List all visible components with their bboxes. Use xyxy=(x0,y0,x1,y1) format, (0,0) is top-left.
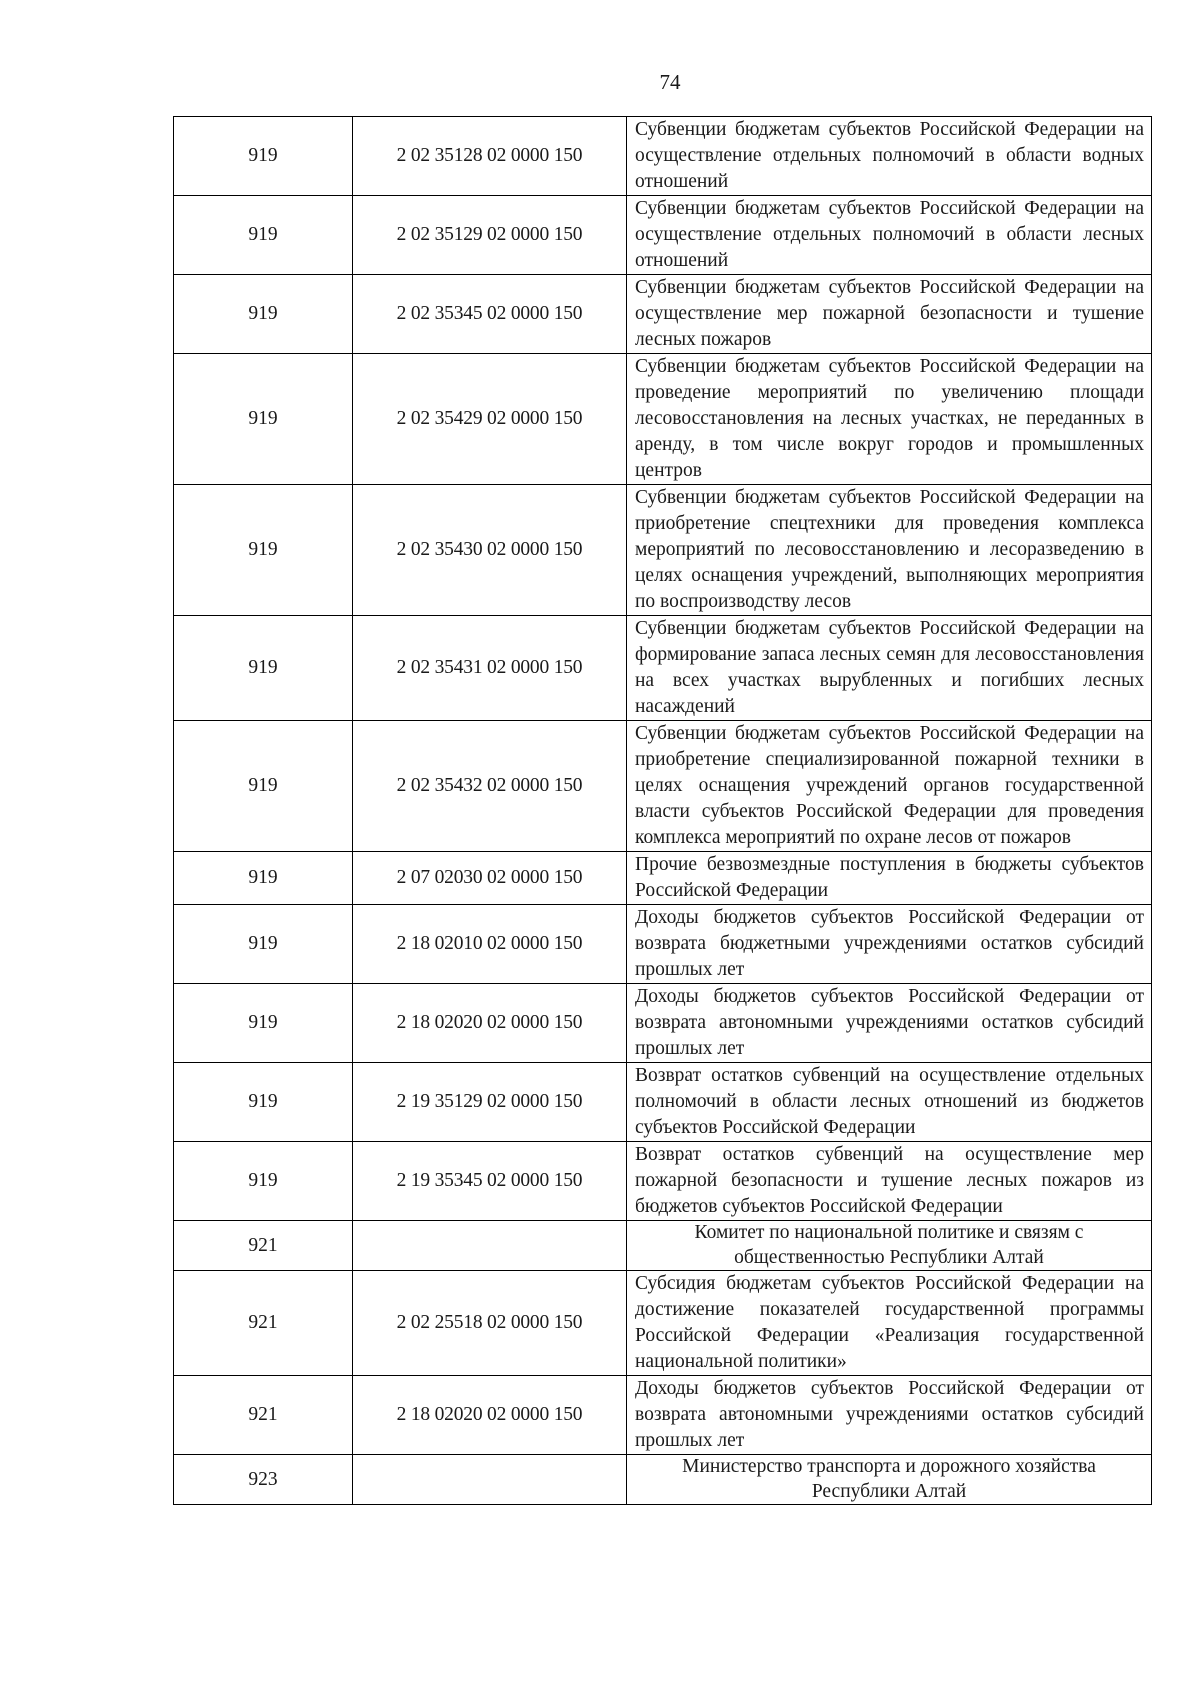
admin-code-cell: 919 xyxy=(174,1063,353,1142)
administrator-name-cell: Министерство транспорта и дорожного хозяйства Республики Алтай xyxy=(627,1455,1152,1505)
table-body xyxy=(174,117,1152,1505)
admin-code-cell: 919 xyxy=(174,721,353,852)
budget-code-cell xyxy=(353,1221,627,1271)
budget-code-cell: 2 02 25518 02 0000 150 xyxy=(353,1271,627,1376)
budget-code-cell: 2 18 02010 02 0000 150 xyxy=(353,905,627,984)
income-name-cell: Доходы бюджетов субъектов Российской Федерации от возврата бюджетными учреждениями остатков субсидий прошлых лет xyxy=(627,905,1152,984)
table-row xyxy=(174,721,1152,852)
admin-code-cell: 919 xyxy=(174,485,353,616)
admin-code-cell: 919 xyxy=(174,354,353,485)
income-name-cell: Субвенции бюджетам субъектов Российской Федерации на осуществление отдельных полномочий в области лесных отношений xyxy=(627,196,1152,275)
budget-code-cell: 2 19 35129 02 0000 150 xyxy=(353,1063,627,1142)
table-row xyxy=(174,852,1152,905)
income-name-cell: Доходы бюджетов субъектов Российской Федерации от возврата автономными учреждениями остатков субсидий прошлых лет xyxy=(627,984,1152,1063)
table-row xyxy=(174,354,1152,485)
budget-code-cell: 2 02 35129 02 0000 150 xyxy=(353,196,627,275)
admin-code-cell: 919 xyxy=(174,1142,353,1221)
income-name-cell: Субвенции бюджетам субъектов Российской Федерации на приобретение спецтехники для проведения комплекса мероприятий по лесовосстановлению и лесоразведению в целях оснащения учреждений, выполняющих мероприятия по воспроизводству лесов xyxy=(627,485,1152,616)
admin-code-cell: 921 xyxy=(174,1271,353,1376)
table-row-section-header xyxy=(174,1221,1152,1271)
table-row xyxy=(174,1142,1152,1221)
table-row xyxy=(174,905,1152,984)
budget-code-cell: 2 02 35429 02 0000 150 xyxy=(353,354,627,485)
admin-code-cell: 919 xyxy=(174,905,353,984)
income-name-cell: Субсидия бюджетам субъектов Российской Федерации на достижение показателей государственной программы Российской Федерации «Реализация государственной национальной политики» xyxy=(627,1271,1152,1376)
income-name-cell: Субвенции бюджетам субъектов Российской Федерации на приобретение специализированной пожарной техники в целях оснащения учреждений органов государственной власти субъектов Российской Федерации для проведения комплекса мероприятий по охране лесов от пожаров xyxy=(627,721,1152,852)
budget-code-cell xyxy=(353,1455,627,1505)
admin-code-cell: 921 xyxy=(174,1221,353,1271)
revenue-codes-table xyxy=(173,116,1152,1505)
income-name-cell: Субвенции бюджетам субъектов Российской Федерации на осуществление мер пожарной безопасности и тушение лесных пожаров xyxy=(627,275,1152,354)
table-row xyxy=(174,1376,1152,1455)
admin-code-cell: 919 xyxy=(174,275,353,354)
table-row-section-header xyxy=(174,1455,1152,1505)
budget-code-cell: 2 02 35431 02 0000 150 xyxy=(353,616,627,721)
budget-code-cell: 2 02 35432 02 0000 150 xyxy=(353,721,627,852)
table-row xyxy=(174,1271,1152,1376)
income-name-cell: Прочие безвозмездные поступления в бюджеты субъектов Российской Федерации xyxy=(627,852,1152,905)
income-name-cell: Возврат остатков субвенций на осуществление мер пожарной безопасности и тушение лесных пожаров из бюджетов субъектов Российской Федерации xyxy=(627,1142,1152,1221)
income-name-cell: Субвенции бюджетам субъектов Российской Федерации на проведение мероприятий по увеличению площади лесовосстановления на лесных участках, не переданных в аренду, в том числе вокруг городов и промышленных центров xyxy=(627,354,1152,485)
budget-code-cell: 2 07 02030 02 0000 150 xyxy=(353,852,627,905)
page-number: 74 xyxy=(659,70,681,94)
income-name-cell: Субвенции бюджетам субъектов Российской Федерации на осуществление отдельных полномочий в области водных отношений xyxy=(627,117,1152,196)
table-row xyxy=(174,117,1152,196)
administrator-name-cell: Комитет по национальной политике и связям с общественностью Республики Алтай xyxy=(627,1221,1152,1271)
budget-code-cell: 2 18 02020 02 0000 150 xyxy=(353,1376,627,1455)
table-row xyxy=(174,196,1152,275)
income-name-cell: Субвенции бюджетам субъектов Российской Федерации на формирование запаса лесных семян для лесовосстановления на всех участках вырубленных и погибших лесных насаждений xyxy=(627,616,1152,721)
table-row xyxy=(174,485,1152,616)
income-name-cell: Возврат остатков субвенций на осуществление отдельных полномочий в области лесных отношений из бюджетов субъектов Российской Федерации xyxy=(627,1063,1152,1142)
income-name-cell: Доходы бюджетов субъектов Российской Федерации от возврата автономными учреждениями остатков субсидий прошлых лет xyxy=(627,1376,1152,1455)
budget-code-cell: 2 02 35430 02 0000 150 xyxy=(353,485,627,616)
budget-code-cell: 2 02 35345 02 0000 150 xyxy=(353,275,627,354)
table-row xyxy=(174,616,1152,721)
budget-code-cell: 2 18 02020 02 0000 150 xyxy=(353,984,627,1063)
admin-code-cell: 919 xyxy=(174,984,353,1063)
admin-code-cell: 919 xyxy=(174,852,353,905)
admin-code-cell: 919 xyxy=(174,117,353,196)
table-row xyxy=(174,984,1152,1063)
admin-code-cell: 919 xyxy=(174,196,353,275)
table-row xyxy=(174,1063,1152,1142)
budget-code-cell: 2 02 35128 02 0000 150 xyxy=(353,117,627,196)
budget-code-cell: 2 19 35345 02 0000 150 xyxy=(353,1142,627,1221)
admin-code-cell: 919 xyxy=(174,616,353,721)
admin-code-cell: 921 xyxy=(174,1376,353,1455)
table-row xyxy=(174,275,1152,354)
admin-code-cell: 923 xyxy=(174,1455,353,1505)
